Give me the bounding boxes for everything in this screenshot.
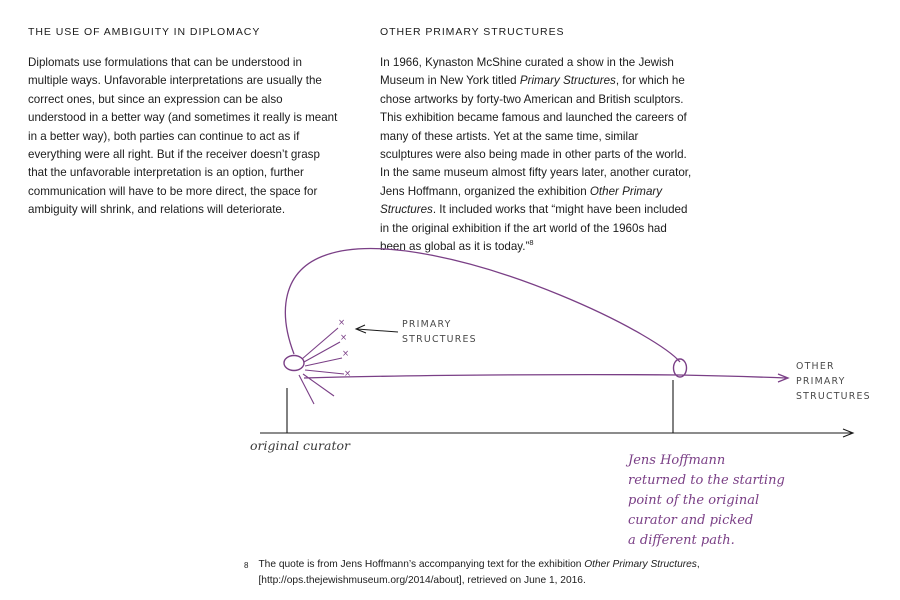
- other-label-line2: PRIMARY: [796, 376, 846, 387]
- footnote-marker: 8: [529, 238, 534, 248]
- right-column: [380, 26, 692, 256]
- footnote-text: [258, 557, 714, 588]
- primary-structures-pointer: [356, 325, 398, 333]
- other-label-line1: OTHER: [796, 361, 835, 372]
- loop-curve: [285, 249, 680, 362]
- left-column-heading: THE USE OF AMBIGUITY IN DIPLOMACY: [28, 26, 261, 38]
- right-body-text-1: In 1966, Kynaston McShine curated a show in the Jewish Museum in New York titled: [380, 56, 674, 88]
- right-column-heading: OTHER PRIMARY STRUCTURES: [380, 26, 565, 38]
- other-primary-structures-path: [304, 374, 788, 382]
- annotation-line-1: Jens Hoffmann: [628, 453, 726, 468]
- right-body-italic-1: Primary Structures: [519, 74, 616, 88]
- original-curator-label: original curator: [250, 438, 350, 453]
- hoffmann-annotation: [625, 453, 785, 548]
- ray-fan: [299, 328, 344, 404]
- primary-structures-line1: PRIMARY: [402, 319, 452, 330]
- timeline-axis: [260, 429, 853, 437]
- footnote-text-italic: Other Primary Structures: [584, 559, 697, 570]
- primary-structures-label: [402, 319, 477, 345]
- annotation-line-4: curator and picked: [628, 513, 754, 528]
- footnote-text-1: The quote is from Jens Hoffmann’s accompanying text for the exhibition: [258, 559, 585, 570]
- right-body-text-2: , for which he chose artworks by forty-two American and British sculptors. This exhibition became famous and launched the careers of many of these artists. Yet at the same time, similar sculptures were also being made in other parts of the world. In the same museum almost fifty years later, another curator, Jens Hoffmann, organized the exhibition: [380, 74, 692, 198]
- x-marker-2: ×: [340, 333, 348, 343]
- left-column-body: Diplomats use formulations that can be understood in multiple ways. Unfavorable interpretations are usually the correct ones, but since an expression can be also understood in a better way (and sometimes it really is meant in a better way), both parties can continue to act as if everything were all right. But if the receiver doesn’t grasp that the unfavorable interpretation is an option, further communication will have to be more direct, the space for ambiguity will shrink, and relations will deteriorate.: [28, 56, 338, 217]
- primary-structures-line2: STRUCTURES: [402, 334, 477, 345]
- footnote: [244, 557, 714, 588]
- footnote-number: 8: [244, 561, 249, 570]
- annotation-line-3: point of the original: [628, 493, 760, 508]
- other-label-line3: STRUCTURES: [796, 391, 871, 402]
- left-column: [28, 26, 340, 220]
- diagram-illustration: [230, 228, 890, 548]
- other-primary-structures-label: [796, 361, 871, 402]
- right-column-body: [380, 54, 692, 256]
- annotation-line-2: returned to the starting: [628, 473, 785, 488]
- right-body-text-3: . It included works that “might have been included in the original exhibition if the art world of the 1960s had been as global as it is today.”: [380, 203, 688, 254]
- x-marker-1: ×: [338, 318, 346, 328]
- x-marker-3: ×: [342, 349, 350, 359]
- annotation-line-5: a different path.: [628, 533, 735, 548]
- ray-x-markers: [338, 318, 351, 379]
- original-curator-node: [284, 356, 304, 371]
- x-marker-4: ×: [344, 369, 352, 379]
- footnote-text-2: , [http://ops.thejewishmuseum.org/2014/about], retrieved on June 1, 2016.: [258, 559, 700, 586]
- right-body-italic-2: Other Primary Structures: [380, 184, 663, 217]
